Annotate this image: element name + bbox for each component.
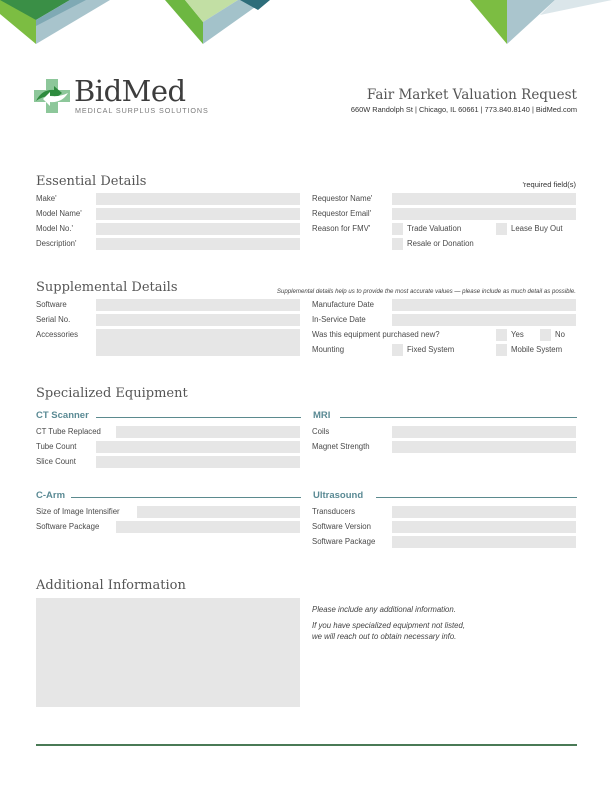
trade-valuation-checkbox[interactable] [392,223,403,235]
software-version-label: Software Version [312,522,371,531]
slice-count-field[interactable] [96,456,300,468]
company-address: 660W Randolph St | Chicago, IL 60661 | 773.840.8140 | BidMed.com [350,105,577,114]
manufacture-date-label: Manufacture Date [312,300,374,309]
purchased-new-yes-checkbox[interactable] [496,329,507,341]
software-version-field[interactable] [392,521,576,533]
requestor-name-label: Requestor Name' [312,194,373,203]
model-no-field[interactable] [96,223,300,235]
in-service-date-label: In-Service Date [312,315,366,324]
make-label: Make' [36,194,57,203]
additional-help-text-1: Please include any additional information. [312,605,456,614]
brand-tagline: MEDICAL SURPLUS SOLUTIONS [75,106,209,115]
mri-rule [340,417,577,418]
magnet-strength-label: Magnet Strength [312,442,370,451]
model-name-label: Model Name' [36,209,82,218]
requestor-email-label: Requestor Email' [312,209,372,218]
additional-help-text-3: we will reach out to obtain necessary info. [312,632,457,641]
software-label: Software [36,300,67,309]
mounting-label: Mounting [312,345,345,354]
lease-buy-out-checkbox[interactable] [496,223,507,235]
c-arm-heading: C-Arm [36,490,66,501]
make-field[interactable] [96,193,300,205]
purchased-new-label: Was this equipment purchased new? [312,330,440,339]
document-title: Fair Market Valuation Request [366,87,577,103]
supplemental-note: Supplemental details help us to provide the most accurate values — please include as much detail as possible. [276,288,576,295]
required-fields-note: 'required field(s) [522,180,576,189]
ct-scanner-rule [96,417,301,418]
essential-details-title: Essential Details [36,174,147,189]
slice-count-label: Slice Count [36,457,76,466]
brand-name: BidMed [74,74,186,108]
description-field[interactable] [96,238,300,250]
model-no-label: Model No.' [36,224,74,233]
purchased-new-yes-label: Yes [511,330,524,339]
c-arm-rule [71,497,301,498]
c-arm-software-package-label: Software Package [36,522,100,531]
serial-no-label: Serial No. [36,315,71,324]
mobile-system-checkbox[interactable] [496,344,507,356]
additional-information-title: Additional Information [36,578,186,593]
resale-donation-checkbox[interactable] [392,238,403,250]
magnet-strength-field[interactable] [392,441,576,453]
supplemental-details-title: Supplemental Details [36,280,178,295]
purchased-new-no-checkbox[interactable] [540,329,551,341]
additional-information-textarea[interactable] [36,598,300,707]
specialized-equipment-title: Specialized Equipment [36,386,188,401]
fixed-system-label: Fixed System [407,345,455,354]
transducers-label: Transducers [312,507,356,516]
tube-count-label: Tube Count [36,442,77,451]
ultrasound-heading: Ultrasound [313,490,364,501]
image-intensifier-label: Size of Image Intensifier [36,507,120,516]
model-name-field[interactable] [96,208,300,220]
ultrasound-rule [376,497,577,498]
ct-tube-replaced-label: CT Tube Replaced [36,427,101,436]
image-intensifier-field[interactable] [137,506,300,518]
mri-heading: MRI [313,410,331,421]
accessories-label: Accessories [36,330,79,339]
requestor-name-field[interactable] [392,193,576,205]
footer-rule [36,744,577,746]
in-service-date-field[interactable] [392,314,576,326]
ultrasound-software-package-label: Software Package [312,537,376,546]
bidmed-logo [34,76,224,118]
header-decoration [0,0,612,60]
resale-donation-label: Resale or Donation [407,239,474,248]
reason-for-fmv-label: Reason for FMV' [312,224,371,233]
purchased-new-no-label: No [555,330,565,339]
trade-valuation-label: Trade Valuation [407,224,462,233]
requestor-email-field[interactable] [392,208,576,220]
description-label: Description' [36,239,77,248]
serial-no-field[interactable] [96,314,300,326]
ultrasound-software-package-field[interactable] [392,536,576,548]
lease-buy-out-label: Lease Buy Out [511,224,563,233]
medical-cross-arrows-icon [34,79,70,113]
mobile-system-label: Mobile System [511,345,563,354]
ct-tube-replaced-field[interactable] [116,426,300,438]
fixed-system-checkbox[interactable] [392,344,403,356]
ct-scanner-heading: CT Scanner [36,410,89,421]
c-arm-software-package-field[interactable] [116,521,300,533]
coils-label: Coils [312,427,330,436]
coils-field[interactable] [392,426,576,438]
transducers-field[interactable] [392,506,576,518]
software-field[interactable] [96,299,300,311]
manufacture-date-field[interactable] [392,299,576,311]
additional-help-text-2: If you have specialized equipment not listed, [312,621,465,630]
tube-count-field[interactable] [96,441,300,453]
accessories-field[interactable] [96,329,300,356]
